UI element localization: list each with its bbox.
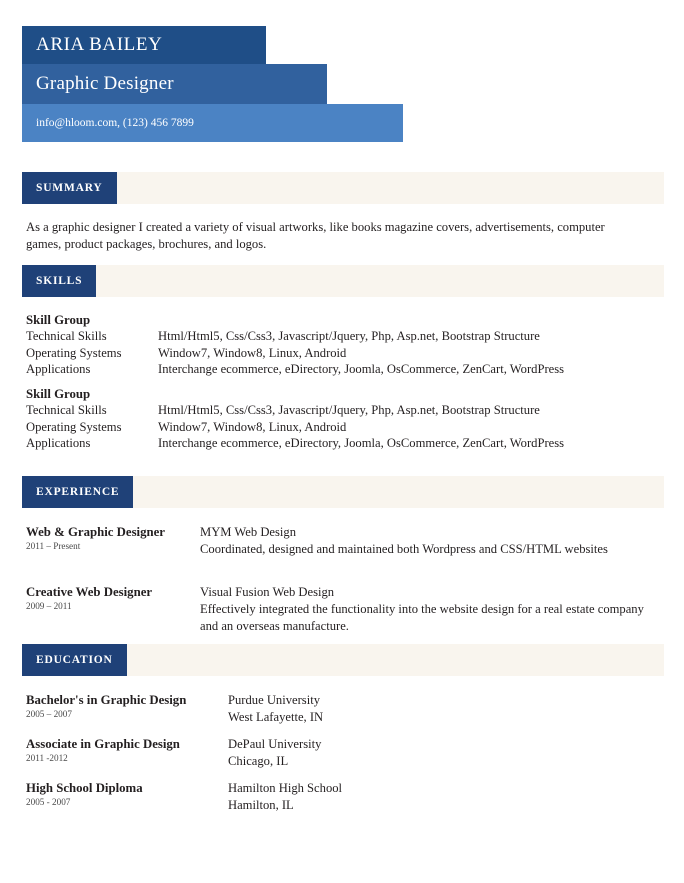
skill-value: Interchange ecommerce, eDirectory, Joomla, OsCommerce, ZenCart, WordPress — [158, 436, 565, 450]
skill-label: Technical Skills — [26, 403, 107, 417]
education-entry — [26, 736, 656, 770]
experience-company: Visual Fusion Web Design — [200, 585, 335, 599]
skill-group-title: Skill Group — [26, 387, 91, 401]
skills-section-band — [22, 265, 664, 297]
skill-label: Operating Systems — [26, 345, 122, 360]
experience-entry-left — [26, 524, 200, 558]
skill-group — [26, 386, 646, 452]
skill-value: Window7, Window8, Linux, Android — [158, 419, 347, 434]
education-entry — [26, 780, 656, 814]
education-degree: Bachelor's in Graphic Design — [26, 693, 187, 707]
education-school: DePaul University — [228, 737, 322, 751]
experience-entry — [26, 524, 656, 558]
contact-info: info@hloom.com, (123) 456 7899 — [36, 117, 194, 129]
education-entry-right — [228, 780, 656, 814]
education-location: West Lafayette, IN — [228, 710, 324, 724]
education-section-heading: EDUCATION — [22, 644, 127, 676]
experience-dates: 2011 – Present — [26, 541, 81, 551]
summary-section-heading: SUMMARY — [22, 172, 117, 204]
skill-row — [26, 361, 646, 378]
experience-entry — [26, 584, 656, 635]
skill-label: Applications — [26, 436, 91, 450]
job-title-bar — [22, 64, 327, 104]
education-degree: Associate in Graphic Design — [26, 737, 180, 751]
experience-entry-left — [26, 584, 200, 635]
experience-section-band — [22, 476, 664, 508]
education-dates: 2005 – 2007 — [26, 709, 72, 719]
experience-entry-right — [200, 524, 656, 558]
contact-bar — [22, 104, 403, 142]
experience-role: Creative Web Designer — [26, 585, 153, 599]
skill-row — [26, 328, 646, 345]
education-entry-right — [228, 692, 656, 726]
experience-description: Effectively integrated the functionality into the website design for a real estate company and an overseas manufacture. — [200, 602, 644, 633]
resume-header — [22, 26, 403, 142]
experience-section-heading: EXPERIENCE — [22, 476, 133, 508]
skill-row — [26, 345, 646, 362]
education-entry-left — [26, 736, 228, 770]
education-section-band — [22, 644, 664, 676]
skill-label: Operating Systems — [26, 419, 122, 434]
summary-section-band — [22, 172, 664, 204]
education-location: Chicago, IL — [228, 754, 289, 768]
skills-section-heading: SKILLS — [22, 265, 96, 297]
experience-dates: 2009 – 2011 — [26, 601, 72, 611]
candidate-name: ARIA BAILEY — [36, 34, 163, 55]
education-entry-left — [26, 780, 228, 814]
skill-value: Html/Html5, Css/Css3, Javascript/Jquery, Php, Asp.net, Bootstrap Structure — [158, 403, 540, 417]
education-entry-left — [26, 692, 228, 726]
candidate-job-title: Graphic Designer — [36, 73, 174, 94]
skill-label: Technical Skills — [26, 329, 107, 343]
education-degree: High School Diploma — [26, 781, 143, 795]
education-entry — [26, 692, 656, 726]
name-bar — [22, 26, 266, 64]
skill-value: Html/Html5, Css/Css3, Javascript/Jquery, Php, Asp.net, Bootstrap Structure — [158, 329, 540, 343]
skill-row — [26, 402, 646, 419]
skill-row — [26, 419, 646, 436]
experience-entry-right — [200, 584, 656, 635]
education-school: Purdue University — [228, 693, 320, 707]
skill-value: Window7, Window8, Linux, Android — [158, 345, 347, 360]
education-dates: 2011 -2012 — [26, 753, 68, 763]
experience-description: Coordinated, designed and maintained both Wordpress and CSS/HTML websites — [200, 542, 608, 556]
skill-value: Interchange ecommerce, eDirectory, Joomla, OsCommerce, ZenCart, WordPress — [158, 362, 565, 376]
skill-label: Applications — [26, 362, 91, 376]
summary-paragraph: As a graphic designer I created a variety of visual artworks, like books magazine covers, advertisements, computer games, product packages, brochures, and logos. — [26, 220, 605, 251]
education-entry-right — [228, 736, 656, 770]
skill-group-title: Skill Group — [26, 313, 91, 327]
education-location: Hamilton, IL — [228, 798, 294, 812]
skill-group — [26, 312, 646, 378]
skill-row — [26, 435, 646, 452]
experience-role: Web & Graphic Designer — [26, 525, 165, 539]
experience-company: MYM Web Design — [200, 525, 297, 539]
education-school: Hamilton High School — [228, 781, 343, 795]
education-dates: 2005 - 2007 — [26, 797, 71, 807]
